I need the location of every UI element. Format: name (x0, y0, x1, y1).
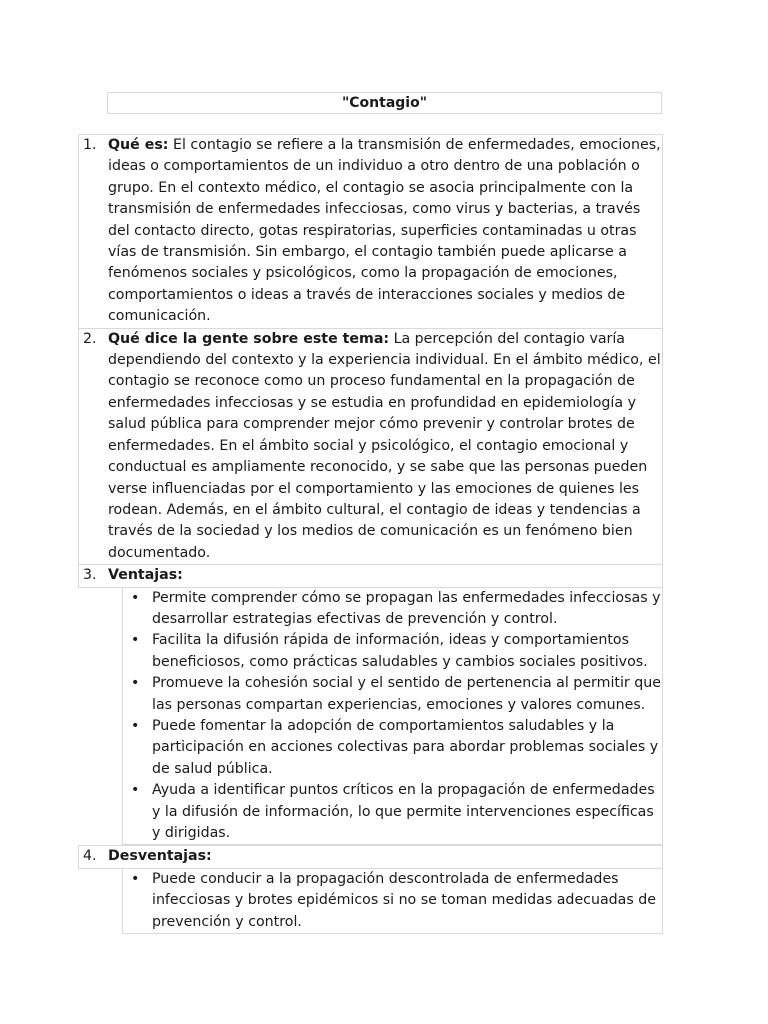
item-text: El contagio se refiere a la transmisión de enfermedades, emociones, ideas o comportamientos de un individuo a otro dentro de una población o grupo. En el contexto médico, el contagio se asocia principalmente con la transmisión de enfermedades infecciosas, como virus y bacterias, a través del contacto directo, gotas respiratorias, superficies contaminadas u otras vías de transmisión. Sin embargo, el contagio también puede aplicarse a fenómenos sociales y psicológicos, como la propagación de emociones, comportamientos o ideas a través de interacciones sociales y medios de comunicación. (108, 137, 661, 325)
bullet-item (123, 588, 662, 631)
list-item-3 (78, 564, 663, 587)
list-number: 1. (83, 137, 97, 153)
item-heading: Qué es: (108, 137, 169, 153)
list-number: 2. (83, 330, 97, 347)
list-item-4 (78, 845, 663, 868)
bullet-text: Facilita la difusión rápida de información, ideas y comportamientos beneficiosos, como prácticas saludables y cambios sociales positivos. (152, 632, 648, 670)
item-heading: Desventajas: (108, 848, 212, 865)
bullet-item (123, 780, 662, 844)
bullet-icon: • (131, 717, 140, 734)
document-body (78, 134, 663, 934)
item-heading: Ventajas: (108, 567, 183, 584)
list-item-2 (78, 328, 663, 564)
bullet-text: Permite comprender cómo se propagan las enfermedades infecciosas y desarrollar estrategias efectivas de prevención y control. (152, 589, 661, 627)
bullet-icon: • (131, 632, 140, 649)
bullet-text: Puede fomentar la adopción de comportamientos saludables y la participación en acciones colectivas para abordar problemas sociales y de salud pública. (152, 717, 659, 777)
bullet-item (123, 673, 662, 716)
bullet-icon: • (131, 675, 140, 692)
bullet-item (123, 630, 662, 673)
disadvantages-list (122, 869, 663, 934)
bullet-item (123, 869, 662, 933)
bullet-icon: • (131, 589, 140, 606)
bullet-text: Promueve la cohesión social y el sentido de pertenencia al permitir que las personas compartan experiencias, emociones y valores comunes. (152, 675, 661, 713)
bullet-item (123, 716, 662, 780)
item-text: La percepción del contagio varía dependiendo del contexto y la experiencia individual. En el ámbito médico, el contagio se reconoce como un proceso fundamental en la propagación de enfermedades infecciosas y se estudia en profundidad en epidemiología y salud pública para comprender mejor cómo prevenir y controlar brotes de enfermedades. En el ámbito social y psicológico, el contagio emocional y conductual es ampliamente reconocido, y se sabe que las personas pueden verse influenciadas por el comportamiento y las emociones de quienes les rodean. Además, en el ámbito cultural, el contagio de ideas y tendencias a través de la sociedad y los medios de comunicación es un fenómeno bien documentado. (108, 330, 661, 561)
document-title: "Contagio" (107, 92, 662, 114)
list-number: 4. (83, 848, 97, 865)
bullet-text: Puede conducir a la propagación descontrolada de enfermedades infecciosas y brotes epidémicos si no se toman medidas adecuadas de prevención y control. (152, 870, 656, 930)
item-heading: Qué dice la gente sobre este tema: (108, 330, 390, 347)
advantages-list (122, 588, 663, 846)
bullet-icon: • (131, 782, 140, 799)
list-number: 3. (83, 567, 97, 584)
bullet-text: Ayuda a identificar puntos críticos en la propagación de enfermedades y la difusión de información, lo que permite intervenciones específicas y dirigidas. (152, 782, 655, 841)
bullet-icon: • (131, 870, 140, 887)
list-item-1 (78, 134, 663, 328)
